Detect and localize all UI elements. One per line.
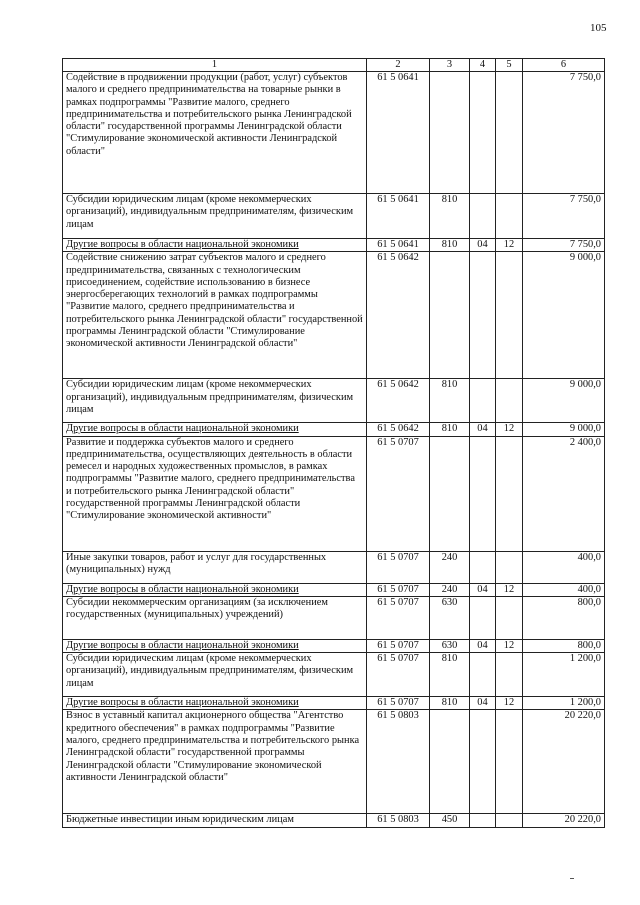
- row-amount: 9 000,0: [523, 423, 605, 436]
- row-description: Другие вопросы в области национальной экономики: [63, 239, 367, 252]
- row-description: Субсидии юридическим лицам (кроме некоммерческих организаций), индивидуальным предпринимателям, физическим лицам: [63, 379, 367, 423]
- row-expense-type: 810: [430, 653, 470, 697]
- row-target-code: 61 5 0641: [367, 194, 430, 239]
- row-expense-type: 810: [430, 194, 470, 239]
- table-row: [63, 551, 605, 583]
- row-amount: 800,0: [523, 639, 605, 652]
- row-amount: 7 750,0: [523, 72, 605, 194]
- row-amount: 400,0: [523, 551, 605, 583]
- row-section: 04: [470, 639, 496, 652]
- row-expense-type: 630: [430, 596, 470, 639]
- scan-mark: [570, 878, 574, 879]
- row-description: Иные закупки товаров, работ и услуг для государственных (муниципальных) нужд: [63, 551, 367, 583]
- row-amount: 1 200,0: [523, 697, 605, 710]
- row-target-code: 61 5 0707: [367, 653, 430, 697]
- table-row: [63, 697, 605, 710]
- row-target-code: 61 5 0707: [367, 596, 430, 639]
- row-amount: 2 400,0: [523, 436, 605, 551]
- row-section: 04: [470, 697, 496, 710]
- table-row: [63, 583, 605, 596]
- row-target-code: 61 5 0642: [367, 252, 430, 379]
- table-row: [63, 596, 605, 639]
- row-amount: 7 750,0: [523, 194, 605, 239]
- row-description: Другие вопросы в области национальной экономики: [63, 697, 367, 710]
- row-target-code: 61 5 0641: [367, 72, 430, 194]
- row-target-code: 61 5 0707: [367, 639, 430, 652]
- header-col-5: 5: [496, 59, 523, 72]
- row-section: [470, 72, 496, 194]
- row-target-code: 61 5 0642: [367, 379, 430, 423]
- row-expense-type: 810: [430, 239, 470, 252]
- row-section: [470, 596, 496, 639]
- row-expense-type: 630: [430, 639, 470, 652]
- header-col-6: 6: [523, 59, 605, 72]
- row-expense-type: 450: [430, 814, 470, 827]
- row-amount: 20 220,0: [523, 814, 605, 827]
- row-subsection: [496, 710, 523, 814]
- header-col-1: 1: [63, 59, 367, 72]
- row-section: [470, 252, 496, 379]
- table-row: [63, 239, 605, 252]
- row-subsection: [496, 436, 523, 551]
- row-expense-type: [430, 252, 470, 379]
- row-section: [470, 653, 496, 697]
- row-target-code: 61 5 0803: [367, 814, 430, 827]
- row-subsection: 12: [496, 639, 523, 652]
- row-amount: 800,0: [523, 596, 605, 639]
- header-col-3: 3: [430, 59, 470, 72]
- table-row: [63, 710, 605, 814]
- row-target-code: 61 5 0707: [367, 436, 430, 551]
- row-description: Содействие снижению затрат субъектов малого и среднего предпринимательства, связанных с технологическим присоединением, содействие использованию в бизнесе энергосберегающих технологий в рамках подпрограммы "Развитие малого, среднего предпринимательства и потребительского рынка Ленинградской области" государственной программы Ленинградской области "Стимулирование экономической активности Ленинградской области": [63, 252, 367, 379]
- row-description: Другие вопросы в области национальной экономики: [63, 639, 367, 652]
- row-amount: 9 000,0: [523, 379, 605, 423]
- row-subsection: 12: [496, 583, 523, 596]
- row-description: Субсидии юридическим лицам (кроме некоммерческих организаций), индивидуальным предпринимателям, физическим лицам: [63, 653, 367, 697]
- row-description: Содействие в продвижении продукции (работ, услуг) субъектов малого и среднего предпринимательства на товарные рынки в рамках подпрограммы "Развитие малого, среднего предпринимательства и потребительского рынка Ленинградской области" государственной программы Ленинградской области "Стимулирование экономической активности Ленинградской области": [63, 72, 367, 194]
- row-subsection: [496, 596, 523, 639]
- row-expense-type: 240: [430, 583, 470, 596]
- row-expense-type: 810: [430, 423, 470, 436]
- row-subsection: [496, 72, 523, 194]
- row-description: Взнос в уставный капитал акционерного общества "Агентство кредитного обеспечения" в рамках подпрограммы "Развитие малого, среднего предпринимательства и потребительского рынка Ленинградской области" государственной программы Ленинградской области "Стимулирование экономической активности Ленинградской области": [63, 710, 367, 814]
- row-description: Субсидии юридическим лицам (кроме некоммерческих организаций), индивидуальным предпринимателям, физическим лицам: [63, 194, 367, 239]
- row-section: 04: [470, 583, 496, 596]
- table-row: [63, 639, 605, 652]
- row-target-code: 61 5 0707: [367, 583, 430, 596]
- row-description: Бюджетные инвестиции иным юридическим лицам: [63, 814, 367, 827]
- row-target-code: 61 5 0641: [367, 239, 430, 252]
- row-amount: 400,0: [523, 583, 605, 596]
- row-subsection: 12: [496, 239, 523, 252]
- row-description: Другие вопросы в области национальной экономики: [63, 423, 367, 436]
- row-section: [470, 551, 496, 583]
- row-section: [470, 814, 496, 827]
- table-row: [63, 379, 605, 423]
- row-expense-type: 240: [430, 551, 470, 583]
- row-target-code: 61 5 0803: [367, 710, 430, 814]
- row-description: Другие вопросы в области национальной экономики: [63, 583, 367, 596]
- row-target-code: 61 5 0707: [367, 697, 430, 710]
- row-description: Развитие и поддержка субъектов малого и среднего предпринимательства, осуществляющих деятельность в области ремесел и народных художественных промыслов, в рамках подпрограммы "Развитие малого, среднего предпринимательства и потребительского рынка Ленинградской области" государственной программы Ленинградской области "Стимулирование экономической активности": [63, 436, 367, 551]
- row-subsection: [496, 194, 523, 239]
- row-section: [470, 194, 496, 239]
- table-header-row: [63, 59, 605, 72]
- table-row: [63, 423, 605, 436]
- row-expense-type: 810: [430, 697, 470, 710]
- row-amount: 7 750,0: [523, 239, 605, 252]
- row-section: [470, 379, 496, 423]
- row-subsection: [496, 653, 523, 697]
- row-subsection: [496, 551, 523, 583]
- row-expense-type: [430, 710, 470, 814]
- row-target-code: 61 5 0642: [367, 423, 430, 436]
- row-description: Субсидии некоммерческим организациям (за исключением государственных (муниципальных) учреждений): [63, 596, 367, 639]
- row-expense-type: [430, 436, 470, 551]
- row-expense-type: [430, 72, 470, 194]
- table-row: [63, 194, 605, 239]
- row-subsection: [496, 814, 523, 827]
- row-target-code: 61 5 0707: [367, 551, 430, 583]
- row-subsection: 12: [496, 697, 523, 710]
- row-amount: 1 200,0: [523, 653, 605, 697]
- table-row: [63, 72, 605, 194]
- row-subsection: [496, 379, 523, 423]
- row-section: 04: [470, 423, 496, 436]
- page-number: 105: [590, 22, 607, 34]
- row-amount: 20 220,0: [523, 710, 605, 814]
- header-col-4: 4: [470, 59, 496, 72]
- row-subsection: [496, 252, 523, 379]
- table-row: [63, 814, 605, 827]
- table-row: [63, 252, 605, 379]
- row-section: 04: [470, 239, 496, 252]
- row-section: [470, 710, 496, 814]
- row-section: [470, 436, 496, 551]
- row-amount: 9 000,0: [523, 252, 605, 379]
- table-row: [63, 436, 605, 551]
- budget-table: [62, 58, 605, 828]
- row-subsection: 12: [496, 423, 523, 436]
- table-row: [63, 653, 605, 697]
- row-expense-type: 810: [430, 379, 470, 423]
- header-col-2: 2: [367, 59, 430, 72]
